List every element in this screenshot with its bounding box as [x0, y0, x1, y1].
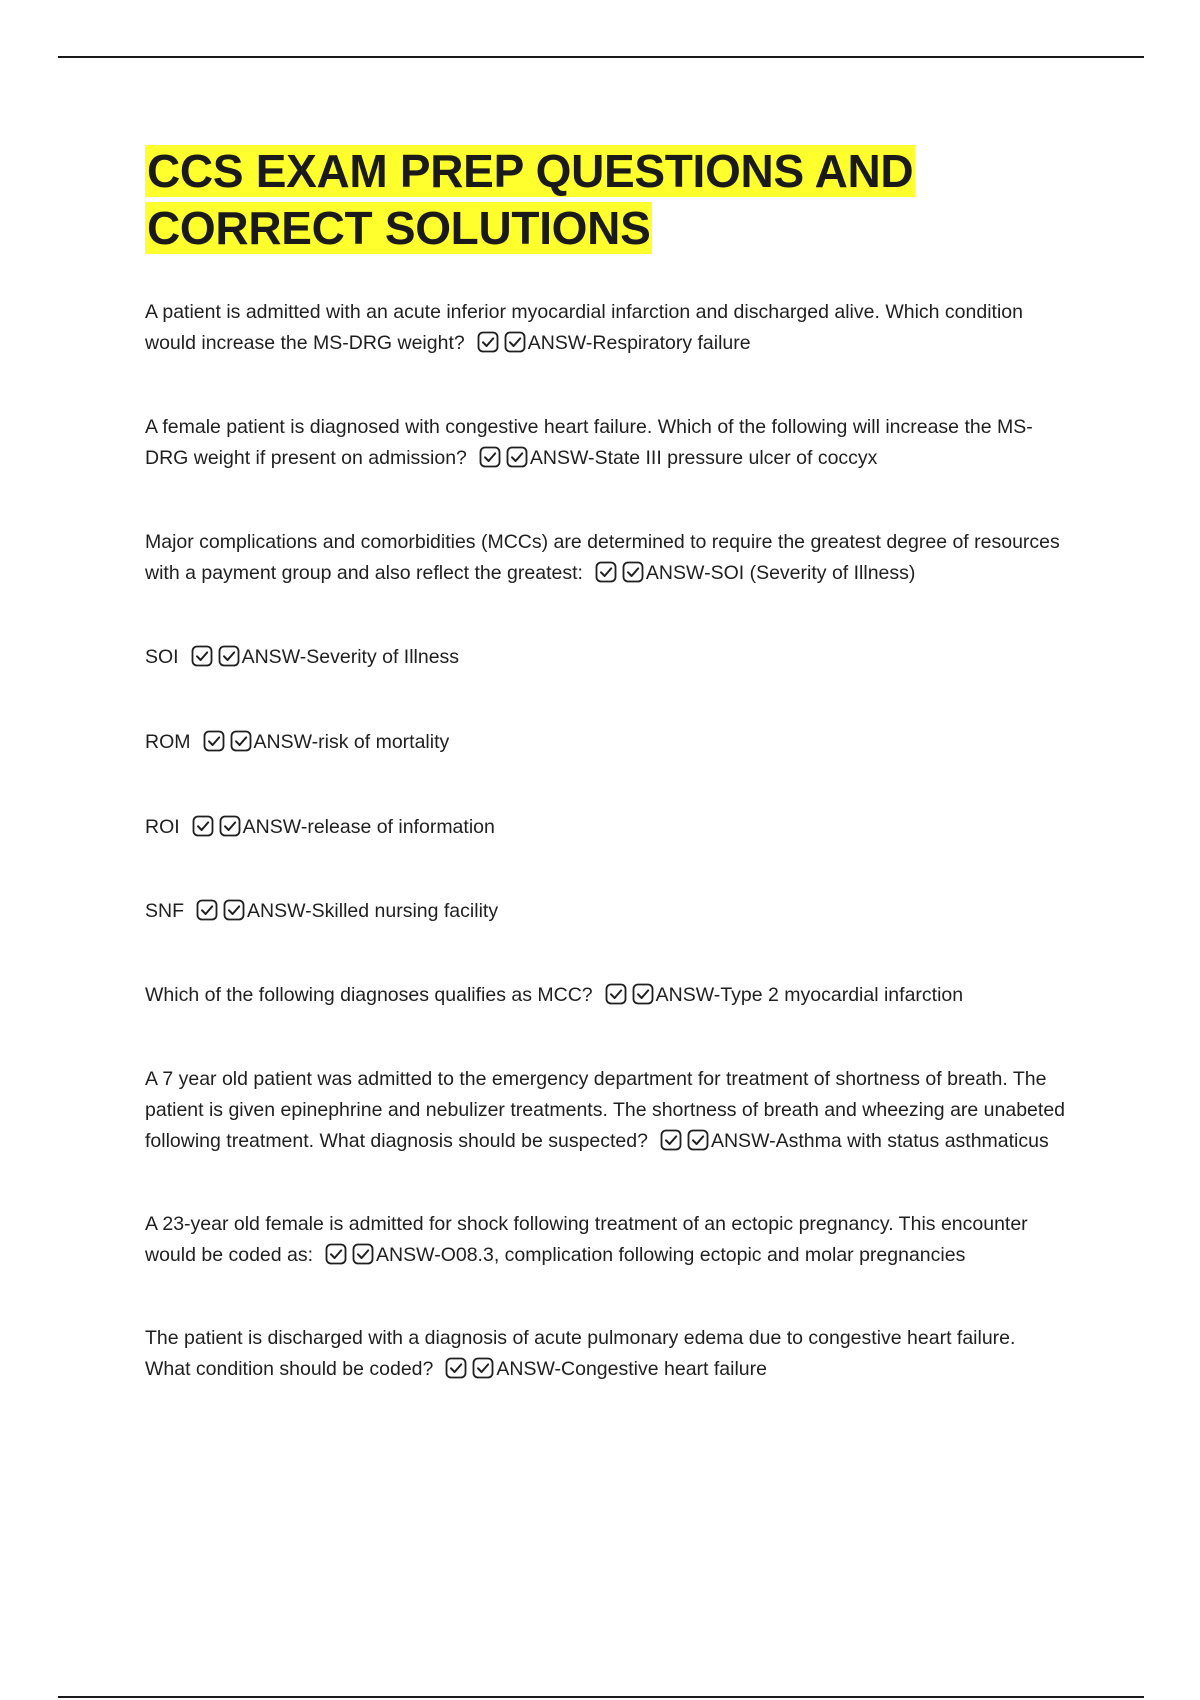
question-text: ROM [145, 731, 191, 753]
question-text: SNF [145, 900, 184, 922]
answer-text: Type 2 myocardial infarction [720, 984, 964, 1006]
answer-text: State III pressure ulcer of coccyx [594, 447, 878, 469]
answer-prefix: ANSW- [376, 1244, 441, 1266]
answer-text: Skilled nursing facility [311, 900, 499, 922]
checkbox-checked-icon [506, 446, 528, 468]
answer-prefix: ANSW- [655, 984, 721, 1006]
answer-markers [605, 983, 654, 1005]
answer-prefix: ANSW- [645, 562, 711, 584]
checkbox-checked-icon [622, 561, 644, 583]
answer-text: release of information [307, 816, 495, 838]
qa-item [145, 527, 1065, 589]
qa-item [145, 642, 1065, 673]
answer-prefix: ANSW- [527, 332, 593, 354]
question-text: Major complications and comorbidities (MCCs) are determined to require the greatest degree of resources with a payment group and also reflect the greatest: [145, 531, 1060, 584]
question-text: ROI [145, 816, 180, 838]
checkbox-checked-icon [325, 1243, 347, 1265]
answer-text: O08.3, complication following ectopic and molar pregnancies [440, 1244, 966, 1266]
answer-text: risk of mortality [318, 731, 450, 753]
answer-markers [477, 331, 526, 353]
qa-list [145, 297, 1065, 1385]
checkbox-checked-icon [605, 983, 627, 1005]
top-divider [58, 56, 1144, 58]
answer-markers [595, 561, 644, 583]
checkbox-checked-icon [219, 815, 241, 837]
answer-markers [203, 730, 252, 752]
answer-markers [445, 1357, 494, 1379]
checkbox-checked-icon [445, 1357, 467, 1379]
answer-markers [479, 446, 528, 468]
qa-item [145, 727, 1065, 758]
checkbox-checked-icon [352, 1243, 374, 1265]
document-title-text: CCS EXAM PREP QUESTIONS AND CORRECT SOLUTIONS [147, 145, 914, 254]
answer-markers [325, 1243, 374, 1265]
question-text: A patient is admitted with an acute inferior myocardial infarction and discharged alive. Which condition would increase the MS-DRG weight? [145, 301, 1023, 354]
checkbox-checked-icon [660, 1129, 682, 1151]
answer-prefix: ANSW- [247, 900, 312, 922]
checkbox-checked-icon [192, 815, 214, 837]
question-text: SOI [145, 646, 179, 668]
answer-text: Asthma with status asthmaticus [775, 1130, 1049, 1152]
checkbox-checked-icon [203, 730, 225, 752]
qa-item [145, 297, 1065, 359]
answer-text: Severity of Illness [306, 646, 460, 668]
question-text: Which of the following diagnoses qualifies as MCC? [145, 984, 593, 1006]
qa-item [145, 896, 1065, 927]
checkbox-checked-icon [479, 446, 501, 468]
question-text: The patient is discharged with a diagnosis of acute pulmonary edema due to congestive heart failure. What condition should be coded? [145, 1327, 1016, 1380]
answer-prefix: ANSW- [241, 646, 307, 668]
qa-item [145, 412, 1065, 474]
question-text: A 7 year old patient was admitted to the emergency department for treatment of shortness of breath. The patient is given epinephrine and nebulizer treatments. The shortness of breath and wheezing are unabeted following treatment. What diagnosis should be suspected? [145, 1068, 1066, 1152]
checkbox-checked-icon [687, 1129, 709, 1151]
checkbox-checked-icon [218, 645, 240, 667]
question-text: A 23-year old female is admitted for shock following treatment of an ectopic pregnancy. This encounter would be coded as: [145, 1213, 1028, 1266]
answer-markers [660, 1129, 709, 1151]
answer-markers [192, 815, 241, 837]
checkbox-checked-icon [595, 561, 617, 583]
answer-prefix: ANSW- [496, 1358, 562, 1380]
answer-text: SOI (Severity of Illness) [710, 562, 916, 584]
document-title [145, 143, 1065, 257]
answer-markers [196, 899, 245, 921]
answer-markers [191, 645, 240, 667]
answer-prefix: ANSW- [710, 1130, 776, 1152]
qa-item [145, 1064, 1065, 1157]
qa-item [145, 812, 1065, 843]
checkbox-checked-icon [230, 730, 252, 752]
checkbox-checked-icon [504, 331, 526, 353]
qa-item [145, 1209, 1065, 1271]
qa-item [145, 980, 1065, 1011]
checkbox-checked-icon [223, 899, 245, 921]
question-text: A female patient is diagnosed with congestive heart failure. Which of the following will increase the MS-DRG weight if present on admission? [145, 416, 1033, 469]
checkbox-checked-icon [477, 331, 499, 353]
checkbox-checked-icon [196, 899, 218, 921]
answer-prefix: ANSW- [529, 447, 595, 469]
answer-text: Congestive heart failure [561, 1358, 767, 1380]
checkbox-checked-icon [472, 1357, 494, 1379]
answer-prefix: ANSW- [242, 816, 308, 838]
document-body [145, 143, 1065, 1385]
checkbox-checked-icon [191, 645, 213, 667]
checkbox-checked-icon [632, 983, 654, 1005]
bottom-divider [58, 1696, 1144, 1698]
answer-prefix: ANSW- [253, 731, 319, 753]
qa-item [145, 1323, 1065, 1385]
answer-text: Respiratory failure [592, 332, 751, 354]
